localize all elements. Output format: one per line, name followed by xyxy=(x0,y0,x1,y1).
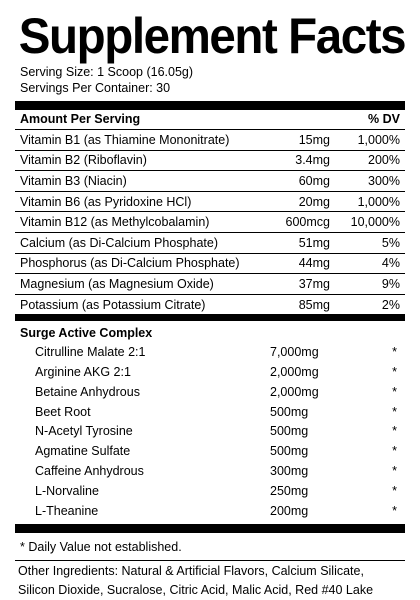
ingredient-dv: * xyxy=(392,464,397,479)
nutrient-dv: 5% xyxy=(381,235,400,250)
nutrient-amount: 37mg xyxy=(298,276,330,291)
supplement-facts-panel xyxy=(15,8,405,599)
nutrient-dv: 300% xyxy=(368,173,400,188)
ingredient-name: L-Theanine xyxy=(35,503,99,518)
nutrient-name: Vitamin B6 (as Pyridoxine HCl) xyxy=(20,194,192,209)
thick-divider xyxy=(15,101,405,110)
nutrient-row xyxy=(15,212,405,233)
nutrient-row xyxy=(15,274,405,295)
nutrient-amount: 600mcg xyxy=(285,215,330,230)
nutrient-dv: 9% xyxy=(381,276,400,291)
amount-per-serving-label: Amount Per Serving xyxy=(20,112,141,126)
ingredients-line-1: Other Ingredients: Natural & Artificial Flavors, Calcium Silicate, xyxy=(18,563,364,578)
complex-ingredient-row xyxy=(15,481,405,501)
ingredient-amount: 500mg xyxy=(270,424,309,439)
nutrient-dv: 10,000% xyxy=(350,215,400,230)
nutrient-name: Potassium (as Potassium Citrate) xyxy=(20,297,206,312)
ingredient-amount: 500mg xyxy=(270,404,309,419)
nutrient-row xyxy=(15,151,405,172)
nutrient-dv: 2% xyxy=(381,297,400,312)
ingredient-name: Citrulline Malate 2:1 xyxy=(35,345,146,360)
nutrient-name: Phosphorus (as Di-Calcium Phosphate) xyxy=(20,256,240,271)
nutrient-amount: 85mg xyxy=(298,297,330,312)
nutrient-row xyxy=(15,233,405,254)
nutrient-name: Vitamin B2 (Riboflavin) xyxy=(20,153,147,168)
complex-ingredient-row xyxy=(15,461,405,481)
nutrient-name: Calcium (as Di-Calcium Phosphate) xyxy=(20,235,218,250)
ingredient-dv: * xyxy=(392,483,397,498)
ingredient-name: Arginine AKG 2:1 xyxy=(35,365,131,380)
ingredient-amount: 200mg xyxy=(270,503,309,518)
nutrient-amount: 20mg xyxy=(298,194,330,209)
serving-info xyxy=(15,64,405,96)
nutrient-name: Magnesium (as Magnesium Oxide) xyxy=(20,276,214,291)
servings-per-container: Servings Per Container: 30 xyxy=(20,81,171,95)
ingredient-dv: * xyxy=(392,345,397,360)
nutrient-dv: 200% xyxy=(368,153,400,168)
daily-value-footnote: * Daily Value not established. xyxy=(15,533,405,561)
vitamin-list xyxy=(15,130,405,314)
ingredient-dv: * xyxy=(392,365,397,380)
nutrient-amount: 3.4mg xyxy=(295,153,330,168)
complex-ingredient-row xyxy=(15,422,405,442)
bottom-divider xyxy=(15,524,405,533)
complex-title: Surge Active Complex xyxy=(20,326,153,341)
ingredient-name: Caffeine Anhydrous xyxy=(35,464,144,479)
ingredient-dv: * xyxy=(392,444,397,459)
complex-ingredient-row xyxy=(15,382,405,402)
serving-size: Serving Size: 1 Scoop (16.05g) xyxy=(20,65,194,79)
nutrient-dv: 1,000% xyxy=(357,194,400,209)
nutrient-amount: 60mg xyxy=(298,173,330,188)
complex-ingredient-row xyxy=(15,362,405,382)
nutrient-amount: 44mg xyxy=(298,256,330,271)
nutrient-row xyxy=(15,130,405,151)
nutrient-row xyxy=(15,254,405,275)
complex-ingredient-row xyxy=(15,441,405,461)
nutrient-row xyxy=(15,192,405,213)
ingredient-dv: * xyxy=(392,424,397,439)
ingredient-amount: 300mg xyxy=(270,464,309,479)
ingredient-amount: 2,000mg xyxy=(270,384,319,399)
nutrient-name: Vitamin B12 (as Methylcobalamin) xyxy=(20,215,210,230)
ingredient-amount: 500mg xyxy=(270,444,309,459)
ingredient-dv: * xyxy=(392,503,397,518)
section-divider xyxy=(15,314,405,321)
ingredient-dv: * xyxy=(392,404,397,419)
amount-header-row xyxy=(15,110,405,130)
dv-header-label: % DV xyxy=(368,112,400,126)
nutrient-amount: 15mg xyxy=(298,132,330,147)
nutrient-amount: 51mg xyxy=(298,235,330,250)
nutrient-name: Vitamin B3 (Niacin) xyxy=(20,173,127,188)
nutrient-row xyxy=(15,295,405,315)
panel-title: Supplement Facts xyxy=(18,8,406,64)
complex-list xyxy=(15,342,405,520)
nutrient-row xyxy=(15,171,405,192)
complex-ingredient-row xyxy=(15,402,405,422)
ingredient-name: L-Norvaline xyxy=(35,483,99,498)
ingredient-amount: 2,000mg xyxy=(270,365,319,380)
ingredient-amount: 7,000mg xyxy=(270,345,319,360)
nutrient-dv: 4% xyxy=(381,256,400,271)
nutrient-name: Vitamin B1 (as Thiamine Mononitrate) xyxy=(20,132,230,147)
other-ingredients xyxy=(15,561,405,599)
ingredient-name: Agmatine Sulfate xyxy=(35,444,131,459)
ingredient-name: N-Acetyl Tyrosine xyxy=(35,424,133,439)
ingredient-amount: 250mg xyxy=(270,483,309,498)
ingredient-dv: * xyxy=(392,384,397,399)
ingredient-name: Beet Root xyxy=(35,404,91,419)
ingredients-line-2: Silicon Dioxide, Sucralose, Citric Acid, Malic Acid, Red #40 Lake xyxy=(18,582,374,597)
complex-ingredient-row xyxy=(15,342,405,362)
complex-ingredient-row xyxy=(15,501,405,521)
nutrient-dv: 1,000% xyxy=(357,132,400,147)
ingredient-name: Betaine Anhydrous xyxy=(35,384,140,399)
